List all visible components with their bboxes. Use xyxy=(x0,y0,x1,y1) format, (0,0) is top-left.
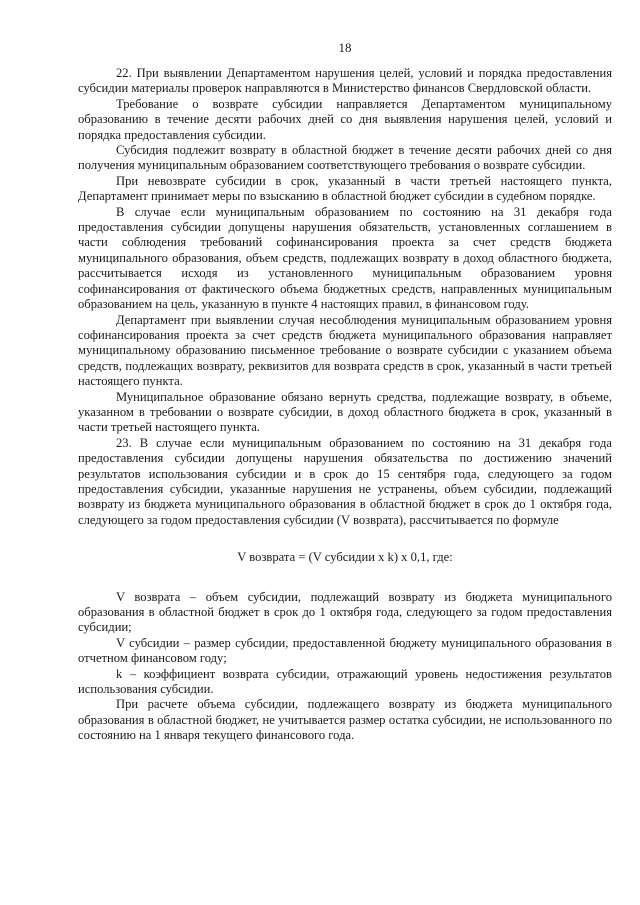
paragraph-23-main: 23. В случае если муниципальным образованием по состоянию на 31 декабря года предоставления субсидии допущены нарушения обязательства по достижению значений результатов использования субсидии и в срок до 15 сентября года, следующего за годом предоставления субсидии, указанные нарушения не устранены, объем субсидии, подлежащий возврату из бюджета муниципального образования в областной бюджет в срок до 1 октября года, следующего за годом предоставления субсидии (V возврата), рассчитывается по формуле xyxy=(78,435,612,527)
paragraph-cofinancing-violation: В случае если муниципальным образованием по состоянию на 31 декабря года предоставления субсидии допущены нарушения обязательств, установленных соглашением в части соблюдения требований софинансирования проекта за счет средств бюджета муниципального образования, объем средств, подлежащих возврату в доход областного бюджета, рассчитывается исходя из установленного муниципальным образованием уровня софинансирования от фактического объема бюджетных средств, направленных муниципальным образованием на цель, указанную в пункте 4 настоящих правил, в финансовом году. xyxy=(78,204,612,312)
page-number: 18 xyxy=(338,40,352,55)
paragraph-return-deadline: Субсидия подлежит возврату в областной бюджет в течение десяти рабочих дней со дня получения муниципальным образованием соответствующего требования о возврате субсидии. xyxy=(78,143,612,173)
paragraph-municipality-obligation: Муниципальное образование обязано вернуть средства, подлежащие возврату, в объеме, указанном в требовании о возврате субсидии, в доход областного бюджета в срок, указанный в части третьей настоящего пункта. xyxy=(78,389,612,435)
definition-v-subsidy: V субсидии – размер субсидии, предоставленной бюджету муниципального образования в отчетном финансовом году; xyxy=(78,635,612,666)
document-page xyxy=(78,40,612,744)
paragraph-calculation-note: При расчете объема субсидии, подлежащего возврату из бюджета муниципального образования в областной бюджет, не учитывается размер остатка субсидии, не использованного по состоянию на 1 января текущего финансового года. xyxy=(78,697,612,743)
paragraph-department-notice: Департамент при выявлении случая несоблюдения муниципальным образованием уровня софинансирования проекта за счет средств бюджета муниципального образования направляет муниципальному образованию письменное требование о возврате субсидии с указанием объема средств, подлежащих возврату, реквизитов для возврата средств в срок, указанный в части третьей настоящего пункта. xyxy=(78,312,612,389)
paragraph-22-main: 22. При выявлении Департаментом нарушения целей, условий и порядка предоставления субсидии материалы проверок направляются в Министерство финансов Свердловской области. xyxy=(78,66,612,96)
definition-v-return: V возврата – объем субсидии, подлежащий возврату из бюджета муниципального образования в областной бюджет в срок до 1 октября года, следующего за годом предоставления субсидии; xyxy=(78,589,612,635)
return-formula: V возврата = (V субсидии x k) x 0,1, где: xyxy=(237,550,453,565)
paragraph-return-request: Требование о возврате субсидии направляется Департаментом муниципальному образованию в течение десяти рабочих дней со дня выявления нарушения целей, условий и порядка предоставления субсидии. xyxy=(78,96,612,142)
paragraph-non-return: При невозврате субсидии в срок, указанный в части третьей настоящего пункта, Департамент принимает меры по взысканию в областной бюджет субсидии в судебном порядке. xyxy=(78,173,612,204)
definition-k: k – коэффициент возврата субсидии, отражающий уровень недостижения результатов использования субсидии. xyxy=(78,666,612,697)
